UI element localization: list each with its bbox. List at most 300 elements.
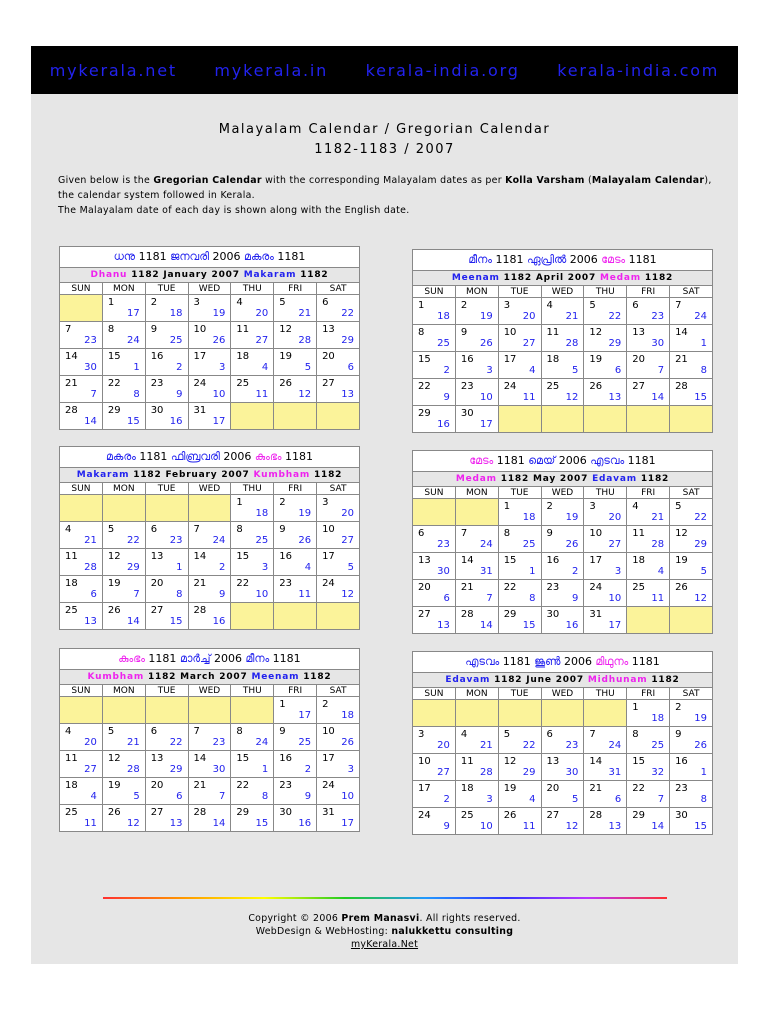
empty-day-cell xyxy=(274,403,317,430)
day-cell xyxy=(541,499,584,526)
day-cell xyxy=(584,298,627,325)
header-segment: മകരം xyxy=(105,450,136,463)
malayalam-date: 4 xyxy=(261,362,269,373)
gregorian-date: 7 xyxy=(675,300,682,311)
malayalam-date: 15 xyxy=(694,821,707,832)
week-row xyxy=(60,376,360,403)
gregorian-date: 11 xyxy=(460,756,474,767)
gregorian-date: 23 xyxy=(546,582,560,593)
day-cell xyxy=(60,522,103,549)
header-segment: 2006 xyxy=(555,454,591,467)
header-segment: Medam xyxy=(599,273,641,283)
gregorian-date: 2 xyxy=(279,497,286,508)
gregorian-date: 4 xyxy=(460,729,468,740)
day-cell xyxy=(541,727,584,754)
gregorian-date: 4 xyxy=(546,300,553,311)
day-cell xyxy=(60,751,103,778)
week-row xyxy=(413,379,713,406)
malayalam-date: 23 xyxy=(169,535,183,546)
day-cell xyxy=(627,808,670,835)
gregorian-date: 11 xyxy=(632,528,645,539)
week-row xyxy=(413,754,713,781)
gregorian-date: 6 xyxy=(150,524,158,535)
day-cell xyxy=(584,325,627,352)
malayalam-date: 15 xyxy=(522,620,536,631)
header-segment: 1181 xyxy=(281,450,314,463)
day-cell xyxy=(455,754,498,781)
malayalam-date: 5 xyxy=(133,791,140,802)
malayalam-date: 5 xyxy=(347,562,354,573)
gregorian-date: 28 xyxy=(193,807,207,818)
gregorian-date: 14 xyxy=(675,327,688,338)
malayalam-date: 25 xyxy=(437,338,450,349)
banner-link-kerala-india-com[interactable]: kerala-india.com xyxy=(557,60,720,80)
gregorian-date: 26 xyxy=(107,807,121,818)
gregorian-date: 27 xyxy=(632,381,645,392)
malayalam-date: 19 xyxy=(694,713,707,724)
weekday-header: TUE xyxy=(145,483,188,495)
header-segment: 1181 xyxy=(625,253,657,266)
empty-day-cell xyxy=(413,700,456,727)
week-row xyxy=(60,322,360,349)
header-segment: Medam xyxy=(455,474,497,484)
malayalam-date: 3 xyxy=(261,562,269,573)
empty-day-cell xyxy=(627,607,670,634)
gregorian-date: 12 xyxy=(503,756,517,767)
header-segment: Dhanu xyxy=(90,270,128,280)
day-cell xyxy=(413,298,456,325)
malayalam-date: 29 xyxy=(694,539,707,550)
day-cell xyxy=(231,376,274,403)
malayalam-date: 17 xyxy=(126,308,140,319)
weekday-header: SAT xyxy=(317,483,360,495)
day-cell xyxy=(627,379,670,406)
gregorian-date: 1 xyxy=(236,497,243,508)
malayalam-date: 2 xyxy=(304,764,312,775)
week-row xyxy=(413,808,713,835)
malayalam-month-header xyxy=(59,648,360,670)
gregorian-date: 28 xyxy=(460,609,474,620)
day-cell xyxy=(145,376,188,403)
day-cell xyxy=(627,526,670,553)
day-cell xyxy=(231,295,274,322)
malayalam-date: 1 xyxy=(529,566,536,577)
malayalam-month-header xyxy=(412,249,713,271)
malayalam-date: 30 xyxy=(84,362,97,373)
hosting-company: nalukkettu consulting xyxy=(391,926,514,937)
weekday-header: TUE xyxy=(498,286,541,298)
gregorian-date: 21 xyxy=(675,354,688,365)
day-cell xyxy=(455,607,498,634)
gregorian-date: 9 xyxy=(150,324,158,335)
gregorian-date: 17 xyxy=(322,551,335,562)
malayalam-date: 3 xyxy=(347,764,354,775)
gregorian-date: 23 xyxy=(460,381,474,392)
day-cell xyxy=(584,808,627,835)
banner-link-mykerala-net[interactable]: mykerala.net xyxy=(49,60,177,80)
weekday-header: FRI xyxy=(274,283,317,295)
gregorian-date: 15 xyxy=(107,351,121,362)
header-segment: 1182 May 2007 xyxy=(496,474,593,484)
day-cell xyxy=(670,700,713,727)
day-cell xyxy=(627,325,670,352)
day-cell xyxy=(145,603,188,630)
malayalam-date: 7 xyxy=(657,365,665,376)
empty-day-cell xyxy=(455,700,498,727)
day-cell xyxy=(670,352,713,379)
gregorian-date: 1 xyxy=(632,702,639,713)
day-cell xyxy=(60,349,103,376)
day-cell xyxy=(413,727,456,754)
malayalam-date: 1 xyxy=(700,338,707,349)
month-grid xyxy=(59,467,360,630)
empty-day-cell xyxy=(145,697,188,724)
malayalam-date: 18 xyxy=(522,512,536,523)
gregorian-date: 31 xyxy=(589,609,603,620)
empty-day-cell xyxy=(670,607,713,634)
malayalam-date: 22 xyxy=(608,311,622,322)
day-cell xyxy=(498,553,541,580)
malayalam-date: 27 xyxy=(255,335,269,346)
malayalam-date: 4 xyxy=(529,365,536,376)
malayalam-date: 14 xyxy=(651,392,665,403)
day-cell xyxy=(60,322,103,349)
malayalam-date: 20 xyxy=(341,508,354,519)
month-grid xyxy=(59,669,360,832)
day-cell xyxy=(498,808,541,835)
malayalam-date: 29 xyxy=(341,335,354,346)
malayalam-date: 16 xyxy=(212,616,226,627)
header-segment: Meenam xyxy=(451,273,500,283)
malayalam-date: 26 xyxy=(565,539,579,550)
gregorian-date: 1 xyxy=(503,501,511,512)
week-row xyxy=(60,403,360,430)
intro-text-1c: with the corresponding Malayalam dates as per xyxy=(261,175,506,186)
malayalam-date: 24 xyxy=(694,311,707,322)
banner-link-kerala-india-org[interactable]: kerala-india.org xyxy=(365,60,520,80)
malayalam-date: 2 xyxy=(176,362,183,373)
malayalam-date: 9 xyxy=(176,389,183,400)
gregorian-date: 3 xyxy=(322,497,329,508)
week-row xyxy=(60,778,360,805)
malayalam-date: 11 xyxy=(651,593,665,604)
malayalam-date: 27 xyxy=(84,764,97,775)
gregorian-date: 18 xyxy=(460,783,474,794)
day-cell xyxy=(627,352,670,379)
header-segment: 1182 xyxy=(310,470,343,480)
day-cell xyxy=(231,724,274,751)
day-cell xyxy=(584,727,627,754)
gregorian-date: 8 xyxy=(236,726,243,737)
gregorian-date: 26 xyxy=(279,378,292,389)
gregorian-date: 20 xyxy=(546,783,560,794)
english-month-header xyxy=(60,468,360,483)
week-row xyxy=(413,781,713,808)
week-row xyxy=(413,406,713,433)
day-cell xyxy=(60,724,103,751)
malayalam-date: 3 xyxy=(486,365,493,376)
malayalam-date: 21 xyxy=(84,535,97,546)
malayalam-date: 16 xyxy=(298,818,312,829)
site-banner xyxy=(31,46,738,94)
calendar-may xyxy=(412,450,713,634)
day-cell xyxy=(188,349,231,376)
day-cell xyxy=(274,724,317,751)
gregorian-date: 13 xyxy=(322,324,335,335)
gregorian-date: 22 xyxy=(107,378,121,389)
weekday-header: SAT xyxy=(317,283,360,295)
malayalam-date: 22 xyxy=(694,512,707,523)
gregorian-date: 28 xyxy=(589,810,603,821)
header-segment: 1182 xyxy=(299,672,332,682)
weekday-header: SAT xyxy=(317,685,360,697)
malayalam-date: 25 xyxy=(522,539,536,550)
day-cell xyxy=(541,580,584,607)
day-cell xyxy=(274,322,317,349)
day-cell xyxy=(145,349,188,376)
malayalam-date: 4 xyxy=(657,566,665,577)
header-segment: എടവം xyxy=(465,655,500,668)
day-cell xyxy=(231,751,274,778)
month-grid xyxy=(412,672,713,835)
gregorian-date: 24 xyxy=(322,780,335,791)
gregorian-date: 26 xyxy=(675,582,688,593)
malayalam-date: 16 xyxy=(565,620,579,631)
header-segment: 1182 March 2007 xyxy=(144,672,252,682)
intro-bold-gregorian: Gregorian Calendar xyxy=(153,175,262,186)
day-cell xyxy=(231,522,274,549)
day-cell xyxy=(627,580,670,607)
malayalam-date: 21 xyxy=(565,311,579,322)
empty-day-cell xyxy=(413,499,456,526)
header-segment: മീനം xyxy=(245,652,270,665)
malayalam-date: 16 xyxy=(169,416,183,427)
weekday-header: SAT xyxy=(670,487,713,499)
intro-line-2: the calendar system followed in Kerala. xyxy=(58,190,255,201)
header-segment: 2006 xyxy=(560,655,596,668)
day-cell xyxy=(60,549,103,576)
day-cell xyxy=(145,576,188,603)
malayalam-date: 10 xyxy=(479,392,493,403)
gregorian-date: 5 xyxy=(279,297,286,308)
gregorian-date: 16 xyxy=(150,351,164,362)
gregorian-date: 18 xyxy=(65,578,78,589)
gregorian-date: 18 xyxy=(65,780,78,791)
empty-day-cell xyxy=(60,697,103,724)
header-segment: മിഥുനം xyxy=(595,655,629,668)
malayalam-date: 10 xyxy=(255,589,269,600)
malayalam-date: 23 xyxy=(84,335,97,346)
gregorian-date: 6 xyxy=(546,729,553,740)
malayalam-date: 13 xyxy=(608,392,622,403)
header-segment: മകരം xyxy=(244,250,274,263)
gregorian-date: 25 xyxy=(65,605,78,616)
weekday-header: WED xyxy=(541,487,584,499)
gregorian-date: 30 xyxy=(546,609,560,620)
gregorian-date: 1 xyxy=(418,300,425,311)
gregorian-date: 26 xyxy=(589,381,603,392)
malayalam-date: 6 xyxy=(176,791,183,802)
malayalam-month-header xyxy=(59,446,360,468)
weekday-header: WED xyxy=(541,688,584,700)
page-title: Malayalam Calendar / Gregorian Calendar xyxy=(218,122,551,137)
footer-site-link[interactable]: myKerala.Net xyxy=(350,939,419,950)
day-cell xyxy=(231,495,274,522)
gregorian-date: 4 xyxy=(632,501,639,512)
day-cell xyxy=(102,522,145,549)
malayalam-date: 15 xyxy=(694,392,707,403)
gregorian-date: 22 xyxy=(632,783,645,794)
malayalam-date: 20 xyxy=(84,737,97,748)
day-cell xyxy=(317,495,360,522)
malayalam-date: 26 xyxy=(298,535,312,546)
gregorian-date: 15 xyxy=(418,354,431,365)
day-cell xyxy=(413,325,456,352)
intro-text xyxy=(58,173,728,218)
day-cell xyxy=(274,376,317,403)
day-cell xyxy=(541,352,584,379)
week-row xyxy=(413,298,713,325)
week-row xyxy=(413,607,713,634)
empty-day-cell xyxy=(541,406,584,433)
malayalam-date: 23 xyxy=(437,539,450,550)
gregorian-date: 11 xyxy=(546,327,560,338)
malayalam-date: 17 xyxy=(341,818,354,829)
gregorian-date: 20 xyxy=(322,351,335,362)
weekday-header: MON xyxy=(102,283,145,295)
malayalam-date: 9 xyxy=(443,821,450,832)
day-cell xyxy=(317,576,360,603)
day-cell xyxy=(102,295,145,322)
gregorian-date: 27 xyxy=(322,378,335,389)
gregorian-date: 21 xyxy=(193,578,207,589)
gregorian-date: 15 xyxy=(236,753,250,764)
header-segment: 1181 xyxy=(135,450,171,463)
calendar-march xyxy=(59,648,360,832)
day-cell xyxy=(498,781,541,808)
header-segment: 2006 xyxy=(210,652,246,665)
gregorian-date: 9 xyxy=(675,729,682,740)
empty-day-cell xyxy=(627,406,670,433)
malayalam-date: 18 xyxy=(255,508,269,519)
banner-link-mykerala-in[interactable]: mykerala.in xyxy=(214,60,329,80)
malayalam-date: 25 xyxy=(298,737,312,748)
header-segment: മീനം xyxy=(468,253,492,266)
day-cell xyxy=(188,751,231,778)
gregorian-date: 15 xyxy=(503,555,517,566)
week-row xyxy=(60,576,360,603)
malayalam-date: 29 xyxy=(522,767,536,778)
gregorian-date: 25 xyxy=(546,381,560,392)
intro-text-1e: ( xyxy=(584,175,592,186)
malayalam-month-header xyxy=(59,246,360,268)
header-segment: Meenam xyxy=(251,672,300,682)
malayalam-date: 12 xyxy=(565,821,579,832)
malayalam-date: 15 xyxy=(169,616,183,627)
day-cell xyxy=(231,576,274,603)
day-cell xyxy=(274,778,317,805)
gregorian-date: 23 xyxy=(279,780,292,791)
malayalam-date: 26 xyxy=(212,335,226,346)
malayalam-date: 7 xyxy=(90,389,97,400)
day-cell xyxy=(541,553,584,580)
gregorian-date: 17 xyxy=(193,351,207,362)
malayalam-date: 30 xyxy=(651,338,665,349)
empty-day-cell xyxy=(102,697,145,724)
gregorian-date: 13 xyxy=(418,555,431,566)
month-grid xyxy=(59,267,360,430)
day-cell xyxy=(498,526,541,553)
malayalam-date: 12 xyxy=(341,589,354,600)
gregorian-date: 26 xyxy=(107,605,121,616)
malayalam-date: 5 xyxy=(572,794,579,805)
malayalam-date: 12 xyxy=(298,389,312,400)
day-cell xyxy=(274,751,317,778)
day-cell xyxy=(188,778,231,805)
malayalam-date: 7 xyxy=(657,794,665,805)
weekday-header: MON xyxy=(102,685,145,697)
gregorian-date: 22 xyxy=(503,582,517,593)
malayalam-date: 3 xyxy=(219,362,226,373)
header-segment: 1181 xyxy=(144,652,180,665)
day-cell xyxy=(60,376,103,403)
gregorian-date: 13 xyxy=(150,551,164,562)
week-row xyxy=(60,549,360,576)
empty-day-cell xyxy=(498,700,541,727)
empty-day-cell xyxy=(188,697,231,724)
day-cell xyxy=(274,805,317,832)
malayalam-date: 5 xyxy=(572,365,579,376)
malayalam-date: 18 xyxy=(651,713,665,724)
day-cell xyxy=(498,607,541,634)
weekday-header: TUE xyxy=(145,685,188,697)
empty-day-cell xyxy=(584,700,627,727)
day-cell xyxy=(145,805,188,832)
intro-line-1 xyxy=(58,173,728,188)
gregorian-date: 21 xyxy=(460,582,474,593)
weekday-header: THU xyxy=(231,283,274,295)
malayalam-date: 22 xyxy=(522,740,536,751)
day-cell xyxy=(188,322,231,349)
malayalam-date: 7 xyxy=(133,589,140,600)
week-row xyxy=(413,526,713,553)
day-cell xyxy=(670,499,713,526)
header-segment: ജൂണ്‍ xyxy=(534,655,561,668)
gregorian-date: 16 xyxy=(675,756,688,767)
gregorian-date: 2 xyxy=(546,501,553,512)
gregorian-date: 6 xyxy=(418,528,425,539)
gregorian-date: 12 xyxy=(279,324,292,335)
day-cell xyxy=(231,778,274,805)
day-cell xyxy=(455,406,498,433)
gregorian-date: 2 xyxy=(460,300,468,311)
malayalam-date: 30 xyxy=(565,767,579,778)
day-cell xyxy=(274,576,317,603)
malayalam-date: 19 xyxy=(479,311,493,322)
calendar-april xyxy=(412,249,713,433)
gregorian-date: 22 xyxy=(236,578,250,589)
day-cell xyxy=(498,379,541,406)
day-cell xyxy=(455,781,498,808)
day-cell xyxy=(60,778,103,805)
weekday-header: WED xyxy=(188,685,231,697)
empty-day-cell xyxy=(60,295,103,322)
gregorian-date: 27 xyxy=(418,609,431,620)
day-cell xyxy=(188,295,231,322)
empty-day-cell xyxy=(455,499,498,526)
english-month-header xyxy=(413,673,713,688)
malayalam-date: 6 xyxy=(347,362,354,373)
